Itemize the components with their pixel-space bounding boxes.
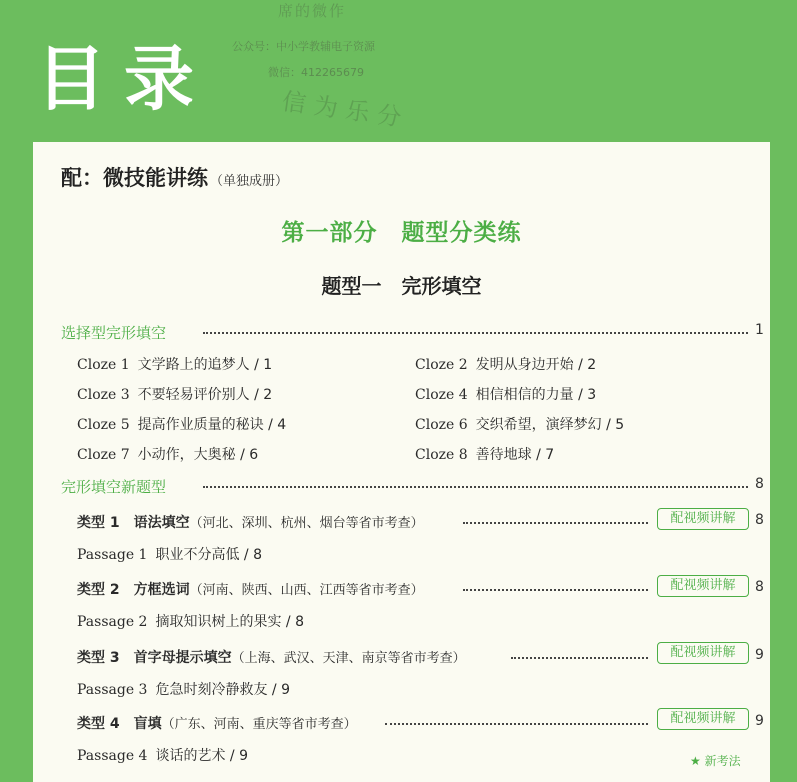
cloze-label: Cloze 7 — [77, 447, 130, 463]
part-title: 第一部分 题型分类练 — [281, 219, 522, 246]
video-lecture-button[interactable]: 配视频讲解 — [657, 508, 749, 530]
leader-dots — [203, 486, 748, 488]
section-title-new-cloze[interactable]: 完形填空新题型 — [61, 478, 167, 496]
cloze-title: 提高作业质量的秘诀 / 4 — [137, 417, 287, 433]
watermark-account: 公众号：中小学教辅电子资源 — [232, 40, 375, 53]
toc-entry-type-1[interactable] — [77, 512, 424, 532]
cloze-title: 发明从身边开始 / 2 — [475, 357, 597, 373]
type-note: （河北、深圳、杭州、烟台等省市考查） — [189, 516, 424, 531]
subheading — [61, 162, 288, 192]
passage-label: Passage 1 — [77, 547, 148, 563]
cloze-label: Cloze 4 — [415, 387, 468, 403]
toc-entry-cloze-2[interactable] — [415, 354, 596, 374]
type-note: （广东、河南、重庆等省市考查） — [161, 717, 357, 732]
leader-dots — [511, 657, 648, 659]
toc-entry-cloze-8[interactable] — [415, 444, 554, 464]
leader-dots — [203, 332, 748, 334]
leader-dots — [463, 522, 648, 524]
type-label: 类型 4 盲填 — [77, 716, 162, 732]
type-label: 类型 2 方框选词 — [77, 582, 190, 598]
toc-entry-type-3[interactable] — [77, 647, 466, 667]
type-note: （河南、陕西、山西、江西等省市考查） — [189, 583, 424, 598]
leader-dots — [385, 723, 648, 725]
toc-entry-cloze-3[interactable] — [77, 384, 272, 404]
subheading-main: 配：微技能讲练 — [61, 166, 208, 190]
cloze-title: 交织希望，演绎梦幻 / 5 — [475, 417, 625, 433]
passage-label: Passage 2 — [77, 614, 148, 630]
type-note: （上海、武汉、天津、南京等省市考查） — [231, 651, 466, 666]
passage-label: Passage 4 — [77, 748, 148, 764]
toc-entry-passage-2[interactable] — [77, 611, 304, 631]
toc-panel — [33, 142, 770, 782]
toc-entry-cloze-6[interactable] — [415, 414, 624, 434]
toc-entry-passage-1[interactable] — [77, 544, 262, 564]
cloze-label: Cloze 8 — [415, 447, 468, 463]
watermark-wechat: 微信：412265679 — [268, 66, 364, 79]
page-number: 1 — [755, 322, 764, 338]
cloze-title: 善待地球 / 7 — [475, 447, 555, 463]
toc-entry-type-2[interactable] — [77, 579, 424, 599]
cloze-label: Cloze 3 — [77, 387, 130, 403]
cloze-label: Cloze 2 — [415, 357, 468, 373]
page-number: 9 — [755, 647, 764, 663]
page-number: 8 — [755, 512, 764, 528]
type-label: 类型 1 语法填空 — [77, 515, 190, 531]
cloze-label: Cloze 1 — [77, 357, 130, 373]
type-label: 类型 3 首字母提示填空 — [77, 650, 232, 666]
section-title-choice-cloze[interactable]: 选择型完形填空 — [61, 324, 167, 342]
leader-dots — [463, 589, 648, 591]
video-lecture-button[interactable]: 配视频讲解 — [657, 575, 749, 597]
subheading-note: （单独成册） — [210, 174, 289, 189]
passage-label: Passage 3 — [77, 682, 148, 698]
cloze-label: Cloze 6 — [415, 417, 468, 433]
page-number: 9 — [755, 713, 764, 729]
toc-entry-type-4[interactable] — [77, 713, 357, 733]
page-number: 8 — [755, 579, 764, 595]
cloze-label: Cloze 5 — [77, 417, 130, 433]
page-title: 目录 — [36, 38, 212, 120]
toc-entry-cloze-4[interactable] — [415, 384, 596, 404]
cloze-title: 相信相信的力量 / 3 — [475, 387, 597, 403]
cloze-title: 不要轻易评价别人 / 2 — [137, 387, 273, 403]
passage-title: 摘取知识树上的果实 / 8 — [155, 614, 304, 630]
video-lecture-button[interactable]: 配视频讲解 — [657, 708, 749, 730]
toc-entry-cloze-1[interactable] — [77, 354, 272, 374]
passage-title: 职业不分高低 / 8 — [155, 547, 262, 563]
type-title: 题型一 完形填空 — [321, 274, 482, 298]
toc-entry-passage-3[interactable] — [77, 679, 290, 699]
video-lecture-button[interactable]: 配视频讲解 — [657, 642, 749, 664]
watermark-seal: 信为乐分 — [280, 87, 411, 133]
passage-title: 危急时刻冷静救友 / 9 — [155, 682, 290, 698]
cloze-title: 文学路上的追梦人 / 1 — [137, 357, 273, 373]
page-number: 8 — [755, 476, 764, 492]
watermark-title: 席的微作 — [278, 2, 347, 20]
cloze-title: 小动作，大奥秘 / 6 — [137, 447, 259, 463]
toc-entry-cloze-5[interactable] — [77, 414, 286, 434]
toc-entry-cloze-7[interactable] — [77, 444, 258, 464]
passage-title: 谈话的艺术 / 9 — [155, 748, 248, 764]
new-method-note: ★ 新考法 — [690, 754, 741, 768]
toc-entry-passage-4[interactable] — [77, 745, 248, 765]
